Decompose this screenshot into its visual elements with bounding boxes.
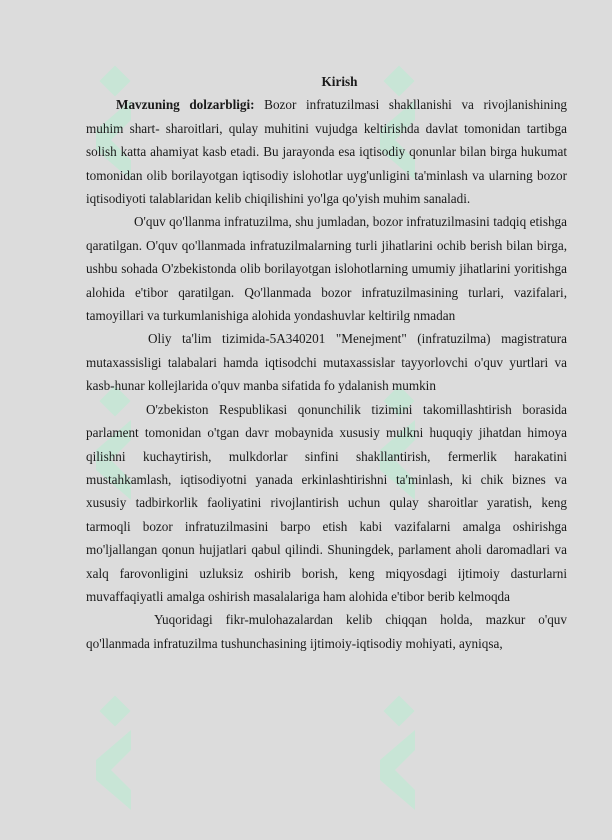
relevance-text: Bozor infratuzilmasi shakllanishi va rivojlanishining muhim shart- sharoitlari, qulay muhitini vujudga keltirishda davlat tomonidan tartibga solish katta ahamiyat kasb etadi. Bu jarayonda esa iqtisodiy qonunlar bilan birga hukumat tomonidan olib borilayotgan iqtisodiy islohotlar uyg'unligini ta'minlash va ularning bozor iqtisodiyoti talablaridan kelib chiqilishini yo'lga qo'yish muhim sanaladi.: [86, 97, 568, 207]
paragraph-relevance: [86, 93, 567, 210]
page-title: Kirish: [321, 74, 358, 89]
document-body: [86, 70, 567, 655]
paragraph-conclusion: Yuqoridagi fikr-mulohazalardan kelib chiqqan holda, mazkur o'quv qo'llanmada infratuzilma tushunchasining ijtimoiy-iqtisodiy mohiyati, ayniqsa,: [86, 612, 567, 651]
relevance-lead: Mavzuning dolzarbligi:: [116, 97, 255, 113]
watermark-logo-icon: [86, 690, 146, 840]
watermark-logo-icon: [370, 690, 430, 840]
paragraph-manual-purpose: O'quv qo'llanma infratuzilma, shu jumladan, bozor infratuzilmasini tadqiq etishga qaratilgan. O'quv qo'llanmada infratuzilmalarning turli jihatlarini ochib berish bilan birga, ushbu sohada O'zbekistonda olib borilayotgan islohotlarning umumiy jihatlarini yoritishga alohida e'tibor qaratilgan. Qo'llanmada bozor infratuzilmasining turlari, vazifalari, tamoyillari va turkumlanishiga alohida yondashuvlar keltirilg nmadan: [86, 214, 567, 324]
paragraph-legislation: O'zbekiston Respublikasi qonunchilik tizimini takomillashtirish borasida parlament tomonidan o'tgan davr mobaynida xususiy mulkni huquqiy jihatdan himoya qilishni kuchaytirish, mulkdorlar sinfini shakllantirish, fermerlik harakatini mustahkamlash, iqtisodiyotni yanada erkinlashtirishni ta'minlash, ki chik biznes va xususiy tadbirkorlik faoliyatini rivojlantirish uchun qulay sharoitlar yaratish, keng tarmoqli bozor infratuzilmasini barpo etish kabi vazifalarni amalga oshirishga mo'ljallangan qonun hujjatlari qabul qilindi. Shuningdek, parlament aholi daromadlari va xalq farovonligini uzluksiz oshirib borish, keng miqyosdagi ijtimoiy dasturlarni muvaffaqiyatli amalga oshirish masalalariga ham alohida e'tibor berib kelmoqda: [86, 401, 567, 604]
paragraph-audience: Oliy ta'lim tizimida-5A340201 "Menejment" (infratuzilma) magistratura mutaxassisligi talabalari hamda iqtisodchi mutaxassislar tayyorlovchi o'quv yurtlari va kasb-hunar kollejlarida o'quv manba sifatida fo ydalanish mumkin: [86, 331, 567, 394]
